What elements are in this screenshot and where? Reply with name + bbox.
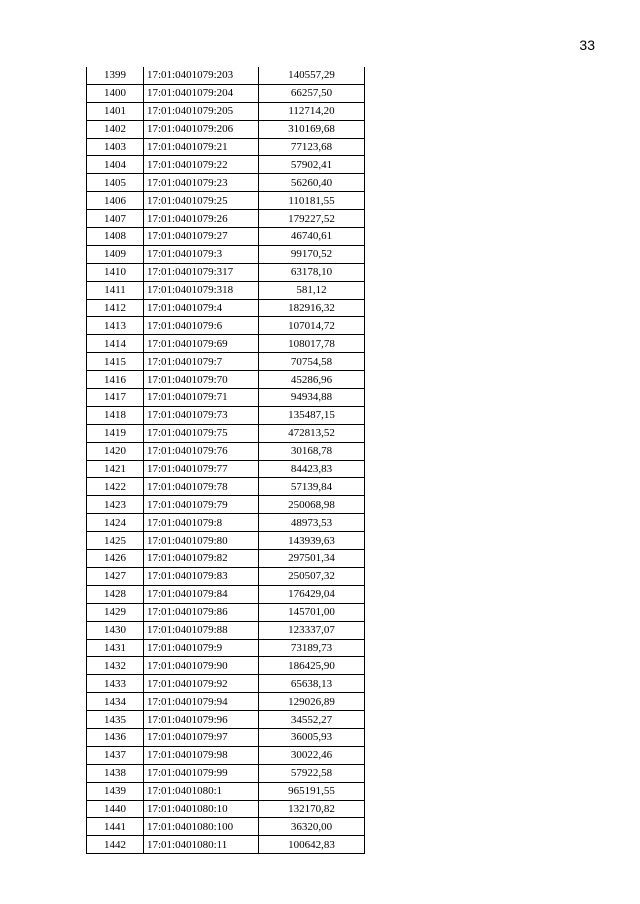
table-row (87, 603, 365, 621)
value-cell: 94934,88 (259, 389, 365, 407)
value-cell: 34552,27 (259, 711, 365, 729)
cadastral-number-cell: 17:01:0401079:22 (144, 156, 259, 174)
value-cell: 140557,29 (259, 67, 365, 84)
row-number-cell: 1426 (87, 550, 144, 568)
cadastral-number-cell: 17:01:0401079:77 (144, 460, 259, 478)
row-number-cell: 1425 (87, 532, 144, 550)
table-row (87, 389, 365, 407)
value-cell: 30168,78 (259, 442, 365, 460)
value-cell: 36005,93 (259, 728, 365, 746)
cadastral-number-cell: 17:01:0401079:98 (144, 746, 259, 764)
row-number-cell: 1412 (87, 299, 144, 317)
row-number-cell: 1416 (87, 371, 144, 389)
value-cell: 176429,04 (259, 585, 365, 603)
row-number-cell: 1423 (87, 496, 144, 514)
value-cell: 310169,68 (259, 120, 365, 138)
table-row (87, 120, 365, 138)
value-cell: 56260,40 (259, 174, 365, 192)
row-number-cell: 1419 (87, 424, 144, 442)
table-row (87, 550, 365, 568)
table-row (87, 406, 365, 424)
table-row (87, 800, 365, 818)
row-number-cell: 1437 (87, 746, 144, 764)
row-number-cell: 1424 (87, 514, 144, 532)
cadastral-number-cell: 17:01:0401079:69 (144, 335, 259, 353)
cadastral-number-cell: 17:01:0401079:97 (144, 728, 259, 746)
row-number-cell: 1400 (87, 84, 144, 102)
row-number-cell: 1442 (87, 836, 144, 854)
cadastral-number-cell: 17:01:0401079:203 (144, 67, 259, 84)
table-row (87, 192, 365, 210)
cadastral-number-cell: 17:01:0401079:25 (144, 192, 259, 210)
cadastral-number-cell: 17:01:0401079:76 (144, 442, 259, 460)
cadastral-number-cell: 17:01:0401079:3 (144, 245, 259, 263)
cadastral-number-cell: 17:01:0401080:1 (144, 782, 259, 800)
cadastral-number-cell: 17:01:0401079:4 (144, 299, 259, 317)
cadastral-number-cell: 17:01:0401079:83 (144, 567, 259, 585)
table-row (87, 478, 365, 496)
row-number-cell: 1411 (87, 281, 144, 299)
table-row (87, 174, 365, 192)
cadastral-number-cell: 17:01:0401079:6 (144, 317, 259, 335)
table-row (87, 138, 365, 156)
table-row (87, 210, 365, 228)
cadastral-number-cell: 17:01:0401079:317 (144, 263, 259, 281)
cadastral-number-cell: 17:01:0401079:7 (144, 353, 259, 371)
table-row (87, 675, 365, 693)
row-number-cell: 1438 (87, 764, 144, 782)
row-number-cell: 1435 (87, 711, 144, 729)
value-cell: 100642,83 (259, 836, 365, 854)
cadastral-number-cell: 17:01:0401079:92 (144, 675, 259, 693)
row-number-cell: 1432 (87, 657, 144, 675)
row-number-cell: 1401 (87, 102, 144, 120)
value-cell: 46740,61 (259, 228, 365, 246)
cadastral-number-cell: 17:01:0401079:71 (144, 389, 259, 407)
row-number-cell: 1414 (87, 335, 144, 353)
row-number-cell: 1399 (87, 67, 144, 84)
cadastral-number-cell: 17:01:0401079:88 (144, 621, 259, 639)
value-cell: 581,12 (259, 281, 365, 299)
row-number-cell: 1429 (87, 603, 144, 621)
table-row (87, 156, 365, 174)
value-cell: 73189,73 (259, 639, 365, 657)
row-number-cell: 1404 (87, 156, 144, 174)
table-row (87, 317, 365, 335)
value-cell: 250507,32 (259, 567, 365, 585)
row-number-cell: 1428 (87, 585, 144, 603)
cadastral-number-cell: 17:01:0401079:23 (144, 174, 259, 192)
value-cell: 112714,20 (259, 102, 365, 120)
row-number-cell: 1434 (87, 693, 144, 711)
value-cell: 77123,68 (259, 138, 365, 156)
cadastral-number-cell: 17:01:0401080:10 (144, 800, 259, 818)
cadastral-number-cell: 17:01:0401079:205 (144, 102, 259, 120)
row-number-cell: 1436 (87, 728, 144, 746)
cadastral-number-cell: 17:01:0401079:96 (144, 711, 259, 729)
cadastral-number-cell: 17:01:0401079:73 (144, 406, 259, 424)
row-number-cell: 1417 (87, 389, 144, 407)
row-number-cell: 1441 (87, 818, 144, 836)
cadastral-number-cell: 17:01:0401079:79 (144, 496, 259, 514)
table-row (87, 728, 365, 746)
table-row (87, 299, 365, 317)
row-number-cell: 1402 (87, 120, 144, 138)
value-cell: 84423,83 (259, 460, 365, 478)
row-number-cell: 1420 (87, 442, 144, 460)
cadastral-number-cell: 17:01:0401079:75 (144, 424, 259, 442)
value-cell: 108017,78 (259, 335, 365, 353)
table-row (87, 102, 365, 120)
value-cell: 70754,58 (259, 353, 365, 371)
table-row (87, 585, 365, 603)
table-row (87, 657, 365, 675)
value-cell: 57139,84 (259, 478, 365, 496)
row-number-cell: 1407 (87, 210, 144, 228)
row-number-cell: 1422 (87, 478, 144, 496)
table-row (87, 335, 365, 353)
value-cell: 135487,15 (259, 406, 365, 424)
value-cell: 110181,55 (259, 192, 365, 210)
value-cell: 107014,72 (259, 317, 365, 335)
cadastral-number-cell: 17:01:0401079:84 (144, 585, 259, 603)
row-number-cell: 1439 (87, 782, 144, 800)
table-row (87, 442, 365, 460)
table-row (87, 424, 365, 442)
value-cell: 179227,52 (259, 210, 365, 228)
cadastral-number-cell: 17:01:0401079:9 (144, 639, 259, 657)
row-number-cell: 1421 (87, 460, 144, 478)
table-row (87, 496, 365, 514)
table-row (87, 746, 365, 764)
row-number-cell: 1440 (87, 800, 144, 818)
value-cell: 45286,96 (259, 371, 365, 389)
table-row (87, 245, 365, 263)
table-row (87, 514, 365, 532)
row-number-cell: 1406 (87, 192, 144, 210)
row-number-cell: 1431 (87, 639, 144, 657)
value-cell: 145701,00 (259, 603, 365, 621)
value-cell: 186425,90 (259, 657, 365, 675)
table-row (87, 567, 365, 585)
cadastral-number-cell: 17:01:0401080:100 (144, 818, 259, 836)
cadastral-number-cell: 17:01:0401079:82 (144, 550, 259, 568)
value-cell: 99170,52 (259, 245, 365, 263)
cadastral-number-cell: 17:01:0401079:70 (144, 371, 259, 389)
row-number-cell: 1418 (87, 406, 144, 424)
cadastral-number-cell: 17:01:0401079:8 (144, 514, 259, 532)
row-number-cell: 1415 (87, 353, 144, 371)
cadastral-number-cell: 17:01:0401079:27 (144, 228, 259, 246)
table-row (87, 263, 365, 281)
row-number-cell: 1410 (87, 263, 144, 281)
row-number-cell: 1403 (87, 138, 144, 156)
value-cell: 123337,07 (259, 621, 365, 639)
row-number-cell: 1409 (87, 245, 144, 263)
value-cell: 132170,82 (259, 800, 365, 818)
page-number: 33 (579, 37, 595, 53)
cadastral-number-cell: 17:01:0401079:206 (144, 120, 259, 138)
cadastral-number-cell: 17:01:0401079:99 (144, 764, 259, 782)
cadastral-number-cell: 17:01:0401079:21 (144, 138, 259, 156)
value-cell: 36320,00 (259, 818, 365, 836)
data-table (86, 67, 365, 854)
row-number-cell: 1405 (87, 174, 144, 192)
value-cell: 297501,34 (259, 550, 365, 568)
table-row (87, 621, 365, 639)
value-cell: 30022,46 (259, 746, 365, 764)
value-cell: 143939,63 (259, 532, 365, 550)
table-row (87, 67, 365, 84)
table-row (87, 84, 365, 102)
table-row (87, 693, 365, 711)
table-row (87, 764, 365, 782)
value-cell: 63178,10 (259, 263, 365, 281)
cadastral-number-cell: 17:01:0401079:80 (144, 532, 259, 550)
row-number-cell: 1408 (87, 228, 144, 246)
value-cell: 57902,41 (259, 156, 365, 174)
value-cell: 65638,13 (259, 675, 365, 693)
cadastral-number-cell: 17:01:0401079:78 (144, 478, 259, 496)
cadastral-number-cell: 17:01:0401079:94 (144, 693, 259, 711)
table-row (87, 639, 365, 657)
value-cell: 182916,32 (259, 299, 365, 317)
value-cell: 965191,55 (259, 782, 365, 800)
cadastral-number-cell: 17:01:0401079:26 (144, 210, 259, 228)
cadastral-number-cell: 17:01:0401080:11 (144, 836, 259, 854)
value-cell: 66257,50 (259, 84, 365, 102)
table-row (87, 711, 365, 729)
cadastral-number-cell: 17:01:0401079:90 (144, 657, 259, 675)
table-row (87, 818, 365, 836)
value-cell: 472813,52 (259, 424, 365, 442)
table-row (87, 228, 365, 246)
table-row (87, 353, 365, 371)
row-number-cell: 1433 (87, 675, 144, 693)
table-row (87, 460, 365, 478)
cadastral-number-cell: 17:01:0401079:86 (144, 603, 259, 621)
cadastral-number-cell: 17:01:0401079:318 (144, 281, 259, 299)
value-cell: 48973,53 (259, 514, 365, 532)
cadastral-number-cell: 17:01:0401079:204 (144, 84, 259, 102)
table-row (87, 836, 365, 854)
value-cell: 57922,58 (259, 764, 365, 782)
row-number-cell: 1427 (87, 567, 144, 585)
value-cell: 129026,89 (259, 693, 365, 711)
table-row (87, 281, 365, 299)
table-row (87, 532, 365, 550)
row-number-cell: 1430 (87, 621, 144, 639)
table-row (87, 371, 365, 389)
table-body (87, 67, 365, 854)
table-row (87, 782, 365, 800)
row-number-cell: 1413 (87, 317, 144, 335)
value-cell: 250068,98 (259, 496, 365, 514)
